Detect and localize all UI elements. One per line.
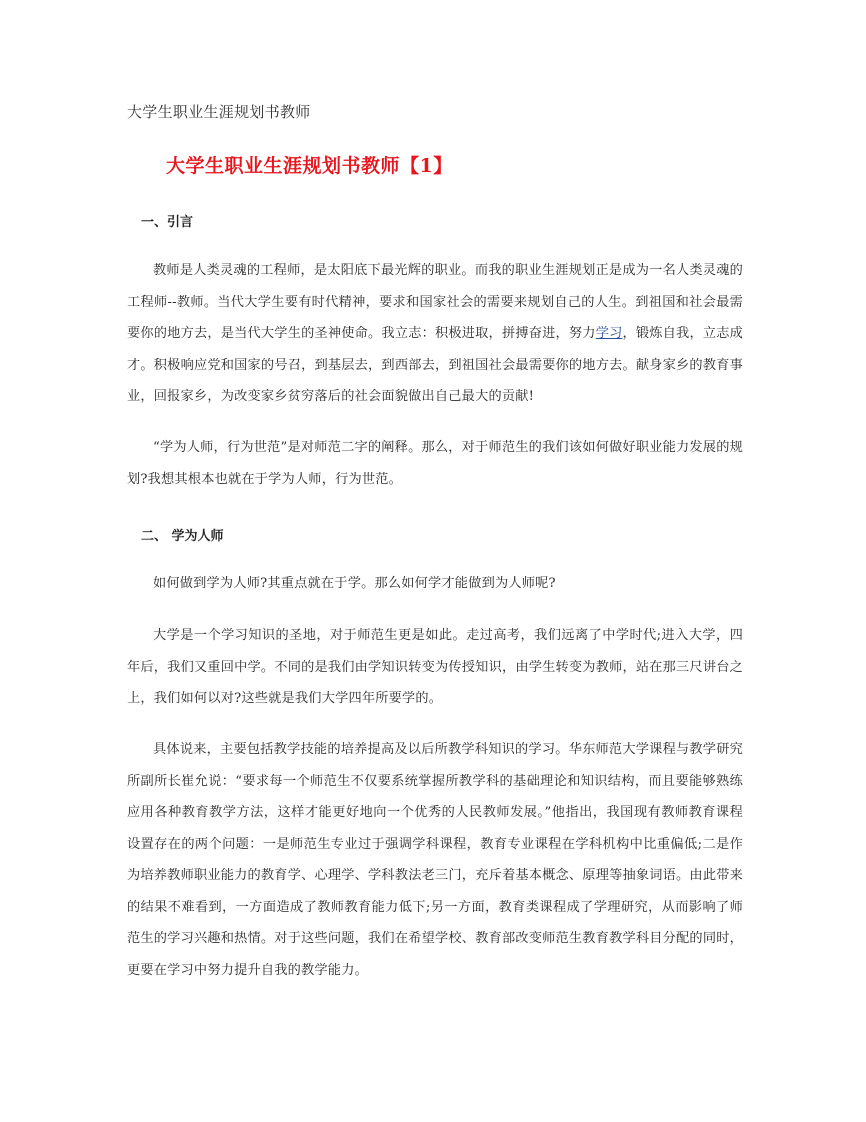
study-link[interactable]: 学习 (595, 326, 623, 341)
section-heading-introduction: 一、引言 (141, 215, 194, 230)
paragraph-text: ，锻炼自我，立志成才。积极响应党和国家的号召，到基层去，到西部去，到祖国社会最需要你的地方去。献身家乡的教育事业，回报家乡，为改变家乡贫穷落后的社会面貌做出自己最大的贡献! (127, 326, 743, 404)
paragraph-section2-3: 具体说来，主要包括教学技能的培养提高及以后所教学科知识的学习。华东师范大学课程与教学研究所副所长崔允说：“要求每一个师范生不仅要系统掌握所教学科的基础理论和知识结构，而且要能够熟练应用各种教育教学方法，这样才能更好地向一个优秀的人民教师发展。”他指出，我国现有教师教育课程设置存在的两个问题：一是师范生专业过于强调学科课程，教育专业课程在学科机构中比重偏低;二是作为培养教师职业能力的教育学、心理学、学科教法老三门，充斥着基本概念、原理等抽象词语。由此带来的结果不难看到，一方面造成了教师教育能力低下;另一方面，教育类课程成了学理研究，从而影响了师范生的学习兴趣和热情。对于这些问题，我们在希望学校、教育部改变师范生教育教学科目分配的同时，更要在学习中努力提升自我的教学能力。 (127, 742, 743, 978)
paragraph-section2-1: 如何做到学为人师?其重点就在于学。那么如何学才能做到为人师呢? (153, 576, 556, 591)
document-title: 大学生职业生涯规划书教师 (127, 103, 311, 121)
paragraph-intro-1 (127, 255, 743, 413)
paragraph-section2-2: 大学是一个学习知识的圣地，对于师范生更是如此。走过高考，我们远离了中学时代;进入大学，四年后，我们又重回中学。不同的是我们由学知识转变为传授知识，由学生转变为教师，站在那三尺讲台之上，我们如何以对?这些就是我们大学四年所要学的。 (127, 628, 743, 706)
main-heading: 大学生职业生涯规划书教师【1】 (166, 155, 453, 177)
section-heading-learn-to-teach: 二、 学为人师 (141, 529, 224, 544)
paragraph-intro-2: “学为人师，行为世范”是对师范二字的阐释。那么，对于师范生的我们该如何做好职业能力发展的规划?我想其根本也就在于学为人师，行为世范。 (127, 440, 743, 487)
paragraph-text: 教师是人类灵魂的工程师，是太阳底下最光辉的职业。而我的职业生涯规划正是成为一名人类灵魂的工程师--教师。当代大学生要有时代精神，要求和国家社会的需要来规划自己的人生。到祖国和社会最需要你的地方去，是当代大学生的圣神使命。我立志：积极进取，拼搏奋进，努力 (127, 263, 743, 341)
